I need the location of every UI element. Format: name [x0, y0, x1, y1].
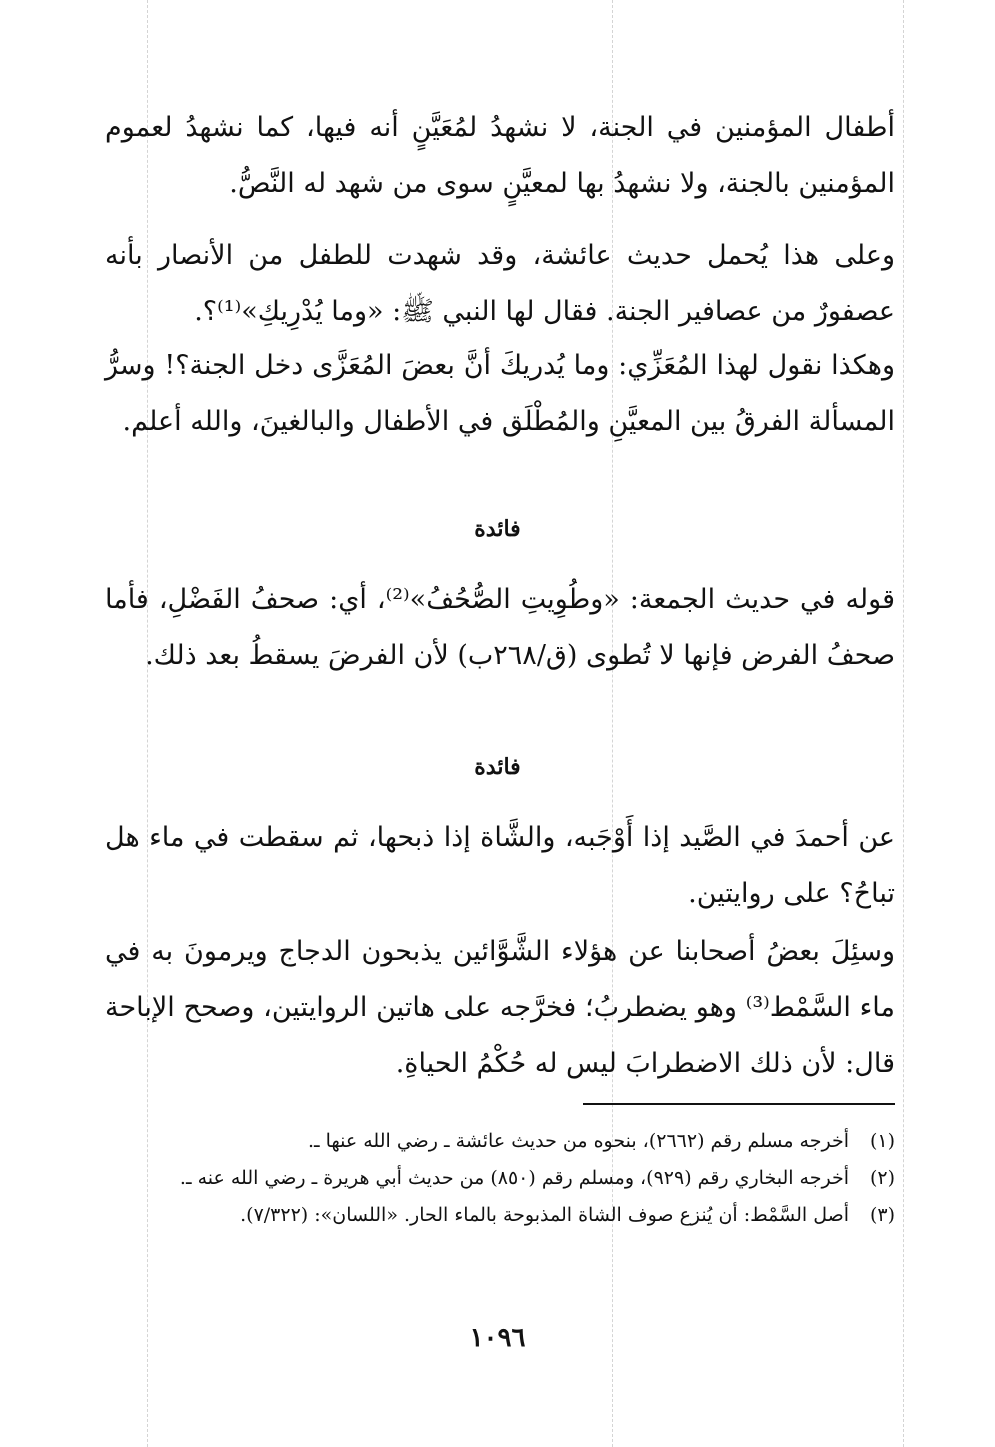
paragraph-text: وسئِلَ بعضُ أصحابنا عن هؤلاء الشَّوَّائين يذبحون الدجاج ويرمونَ به في ماء السَّمْط⁽³⁾ وهو يضطربُ؛ فخرَّجه على هاتين الروايتين، وصحح الإباحة قال: لأن ذلك الاضطرابَ ليس له حُكْمُ الحياةِ.	[105, 936, 895, 1079]
footnote-text: أخرجه مسلم رقم (٢٦٦٢)، بنحوه من حديث عائشة ـ رضي الله عنها ـ.	[307, 1130, 849, 1152]
footnote	[105, 1125, 895, 1158]
paragraph-text: عن أحمدَ في الصَّيد إذا أَوْجَبه، والشَّاة إذا ذبحها، ثم سقطت في ماء هل تباحُ؟ على روايتين.	[105, 822, 895, 909]
footnotes	[105, 1125, 895, 1236]
paragraph-text: قوله في حديث الجمعة: «وطُوِيتِ الصُّحُفُ»⁽²⁾، أي: صحفُ الفَضْلِ، فأما صحفُ الفرض فإنها لا تُطوى (ق/٢٦٨ب) لأن الفرضَ يسقطُ بعد ذلك.	[105, 584, 896, 671]
section-heading: فائدة	[474, 516, 521, 542]
page-number: ١٠٩٦	[469, 1323, 526, 1353]
footnote-number: (٢)	[869, 1167, 895, 1189]
paragraph	[105, 100, 895, 212]
footnote-number: (١)	[869, 1130, 895, 1152]
paragraph	[105, 572, 895, 684]
paragraph	[105, 810, 895, 922]
paragraph-text: أطفال المؤمنين في الجنة، لا نشهدُ لمُعَيَّنٍ أنه فيها، كما نشهدُ لعموم المؤمنين بالجنة، ولا نشهدُ بها لمعيَّنٍ سوى من شهد له النَّصُّ.	[105, 112, 895, 199]
footnote-text: أصل السَّمْط: أن يُنزع صوف الشاة المذبوحة بالماء الحار. «اللسان»: (٧/٣٢٢).	[240, 1204, 849, 1226]
paragraph-text: وهكذا نقول لهذا المُعَزِّي: وما يُدريكَ أنَّ بعضَ المُعَزَّى دخل الجنة؟! وسرُّ المسألة الفرقُ بين المعيَّنِ والمُطْلَق في الأطفال والبالغينَ، والله أعلم.	[105, 350, 895, 437]
scan-guide-line	[903, 0, 904, 1447]
footnote	[105, 1199, 895, 1232]
paragraph-text: وعلى هذا يُحمل حديث عائشة، وقد شهدت للطفل من الأنصار بأنه عصفورٌ من عصافير الجنة. فقال لها النبي ﷺ: «وما يُدْرِيكِ»⁽¹⁾؟.	[105, 240, 895, 327]
paragraph	[105, 228, 895, 340]
footnote-text: أخرجه البخاري رقم (٩٢٩)، ومسلم رقم (٨٥٠) من حديث أبي هريرة ـ رضي الله عنه ـ.	[179, 1167, 849, 1189]
footnote-number: (٣)	[869, 1204, 895, 1226]
footnote-separator	[583, 1103, 895, 1105]
paragraph	[105, 924, 895, 1092]
paragraph	[105, 338, 895, 450]
section-heading: فائدة	[474, 754, 521, 780]
footnote	[105, 1162, 895, 1195]
